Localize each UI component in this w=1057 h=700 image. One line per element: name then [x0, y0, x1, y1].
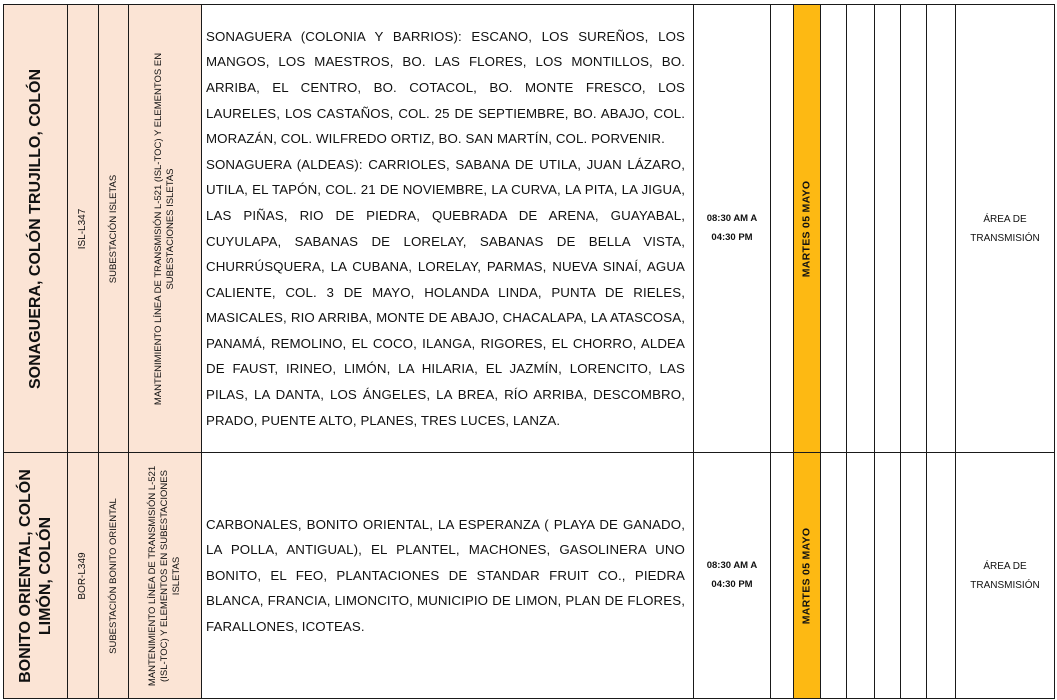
affected-areas-paragraph: SONAGUERA (COLONIA Y BARRIOS): ESCANO, LOS SUREÑOS, LOS MANGOS, LOS MAESTROS, BO. LAS FLORES, LOS MONTILLOS, BO. ARRIBA, EL CENTRO, BO. COTACOL, BO. MONTE FRESCO, LOS LAURELES, LOS CASTAÑOS, COL. 25 DE SEPTIEMBRE, BO. ABAJO, COL. MORAZÁN, COL. WILFREDO ORTIZ, BO. SAN MARTÍN, COL. PORVENIR. [206, 28, 685, 147]
time-start: 08:30 AM A [706, 560, 758, 572]
circuit-code-text: ISL-L347 [76, 208, 88, 249]
circuit-code-cell [68, 453, 99, 699]
responsible-area-cell [956, 5, 1055, 453]
day-cell [794, 453, 821, 699]
substation-cell [99, 453, 129, 699]
location-cell [4, 5, 68, 453]
empty-cell [847, 453, 875, 699]
table-row [4, 5, 1055, 453]
substation-cell [99, 5, 129, 453]
circuit-code-cell [68, 5, 99, 453]
maintenance-text: MANTENIMIENTO LÍNEA DE TRANSMISIÓN L-521 (ISL-TOC) Y ELEMENTOS EN SUBESTACIONES ISLETAS [147, 465, 182, 686]
maintenance-cell [129, 5, 202, 453]
affected-areas-paragraph: CARBONALES, BONITO ORIENTAL, LA ESPERANZA ( PLAYA DE GANADO, LA POLLA, ANTIGUAL), EL PLANTEL, MACHONES, GASOLINERA UNO BONITO, EL FEO, PLANTACIONES DE STANDAR FRUIT CO., PIEDRA BLANCA, FRANCIA, LIMONCITO, MUNICIPIO DE LIMON, PLAN DE FLORES, FARALLONES, ICOTEAS. [206, 516, 685, 634]
empty-cell [821, 5, 847, 453]
responsible-area-cell [956, 453, 1055, 699]
location-text: SONAGUERA, COLÓN TRUJILLO, COLÓN [26, 68, 44, 389]
time-cell [694, 5, 771, 453]
empty-cell [901, 453, 927, 699]
maintenance-cell [129, 453, 202, 699]
empty-cell [771, 5, 794, 453]
substation-text: SUBESTACIÓN ISLETAS [107, 174, 119, 283]
time-start: 08:30 AM A [706, 213, 758, 225]
time-cell [694, 453, 771, 699]
empty-cell [927, 453, 956, 699]
table-row [4, 453, 1055, 699]
maintenance-text: MANTENIMIENTO LÍNEA DE TRANSMISIÓN L-521 (ISL-TOC) Y ELEMENTOS EN SUBESTACIONES ISLETAS [153, 52, 176, 405]
responsible-area-line: ÁREA DE [983, 213, 1027, 225]
responsible-area-line: ÁREA DE [983, 560, 1027, 572]
day-text: MARTES 05 MAYO [800, 180, 813, 277]
outage-schedule-table [3, 4, 1055, 699]
empty-cell [875, 453, 901, 699]
responsible-area-line: TRANSMISIÓN [970, 579, 1040, 591]
empty-cell [847, 5, 875, 453]
affected-areas-paragraph: SONAGUERA (ALDEAS): CARRIOLES, SABANA DE UTILA, JUAN LÁZARO, UTILA, EL TAPÓN, COL. 21 DE NOVIEMBRE, LA CURVA, LA PITA, LA JIGUA, LAS PIÑAS, RIO DE PIEDRA, QUEBRADA DE ARENA, GUAYABAL, CUYULAPA, SABANAS DE LORELAY, SABANAS DE BELLA VISTA, CHURRÚSQUERA, LA CUBANA, LORELAY, PARMAS, NUEVA SINAÍ, AGUA CALIENTE, COL. 3 DE MAYO, HOLANDA LINDA, PUNTA DE RIELES, MASICALES, RIO ARRIBA, MONTE DE ABAJO, CHACALAPA, LA ATASCOSA, PANAMÁ, REMOLINO, EL COCO, ILANGA, RIGORES, EL CHORRO, ALDEA DE FAUST, IRINEO, LIMÓN, LA HILARIA, EL JAZMÍN, LORENCITO, LAS PILAS, LA DANTA, LOS ÁNGELES, LA BREA, RÍO ARRIBA, DESCOMBRO, PRADO, PUENTE ALTO, PLANES, TRES LUCES, LANZA. [206, 156, 685, 428]
affected-areas-cell [202, 5, 694, 453]
empty-cell [927, 5, 956, 453]
time-end: 04:30 PM [711, 578, 753, 590]
responsible-area-line: TRANSMISIÓN [970, 232, 1040, 244]
day-cell [794, 5, 821, 453]
empty-cell [771, 453, 794, 699]
time-end: 04:30 PM [711, 231, 753, 243]
location-text: BONITO ORIENTAL, COLÓN LIMÓN, COLÓN [16, 468, 54, 683]
day-text: MARTES 05 MAYO [800, 527, 813, 624]
affected-areas-cell [202, 453, 694, 699]
circuit-code-text: BOR-L349 [76, 551, 88, 600]
empty-cell [901, 5, 927, 453]
location-cell [4, 453, 68, 699]
empty-cell [821, 453, 847, 699]
empty-cell [875, 5, 901, 453]
substation-text: SUBESTACIÓN BONITO ORIENTAL [107, 497, 119, 654]
